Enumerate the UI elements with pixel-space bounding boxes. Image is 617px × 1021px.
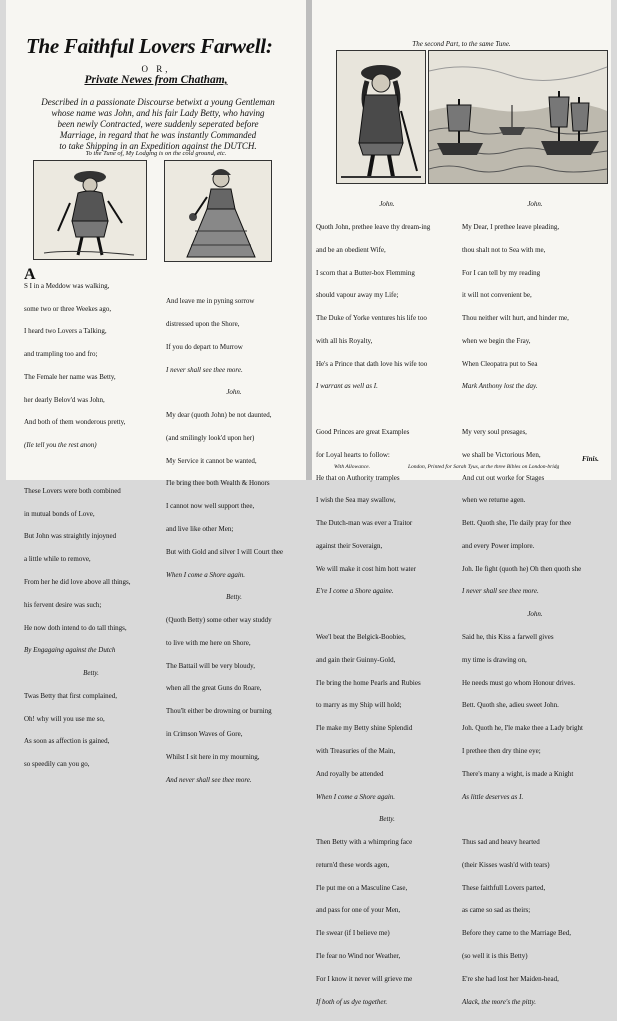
right-column-2: John. My Dear, I prethee leave pleading, thou shalt not to Sea with me, For I can tell by my reading it will not convenient be, Thou neither wilt hurt, and hinder me, when we begin the Fray, When Cleopatra put to Sea Mark Anthony lost the day. My very soul presages, we shall be Victorious Men, And cut out worke for Stages when we returne agen. Bett. Quoth she, I'le daily pray for thee and every Power implore. Joh. Ile fight (quoth he) Oh then quoth she I never shall see thee more. John. Said he, this Kiss a farwell gives my time is drawing on, He needs must go whom Honour drives. Bett. Quoth she, adieu sweet John. Joh. Quoth he, I'le make thee a Lady bright I prethee then dry thine eye; There's many a wight, is made a Knight As little deserves as I. Thus sad and heavy hearted (their Kisses wash'd with tears) These faithfull Lovers parted, as came so sad as theirs; Before they came to the Marriage Bed, (so well it is this Betty) E're she had lost her Maiden-head, Alack, the more's the pitty. bbox=[462, 200, 584, 1006]
ballad-description: Described in a passionate Discourse betwixt a young Gentleman whose name was John, and his fair Lady Betty, who having been newly Contracted, were suddenly seperated before Marriage, in regard that he was instantly Commanded to take Shipping in an Expedition against the DUTCH. bbox=[41, 97, 275, 151]
left-column-1: A S I in a Meddow was walking, some two or three Weekes ago, I heard two Lovers a Talking, and trampling too and fro; The Female her name was Betty, her dearly Belov'd was John, And both of them wonderous pretty, (Ile tell you the rest anon) These Lovers were both combined in mutual bonds of Love, But John was straightly injoyned a little while to remove, From her he did love above all things, his fervent desire was such; He now doth intend to do tall things, By Engagaing against the Dutch Betty. Twas Betty that first complained, Oh! why will you use me so, As soon as affection is gained, so speedily can you go, bbox=[24, 265, 131, 769]
second-part-heading: The second Part, to the same Tune. bbox=[412, 40, 511, 48]
left-column-2: And leave me in pyning sorrow distressed upon the Shore, If you do depart to Murrow I never shall see thee more. John. My dear (quoth John) be not daunted, (and smilingly look'd upon her) My Service it cannot be wanted, I'le bring thee both Wealth & Honors I cannot now well support thee, and live like other Men; But with Gold and silver I will Court thee When I come a Shore again. Betty. (Quoth Betty) some other way studdy to live with me here on Shore, The Battail will be very bloudy, when all the great Guns do Roare, Thou'lt either be drowning or burning in Crimson Waves of Gore, Whilst I sit here in my mourning, And never shall see thee more. bbox=[166, 297, 284, 784]
tune-line: To the Tune of, My Lodging is on the cold ground, etc. bbox=[85, 150, 227, 157]
ballad-subtitle: Private Newes from Chatham, bbox=[84, 74, 228, 86]
finis-mark: Finis. bbox=[582, 455, 599, 463]
woodcut-lady bbox=[164, 160, 272, 262]
woodcut-gentleman bbox=[33, 160, 147, 260]
right-column-1: John. Quoth John, prethee leave thy dream-ing and be an obedient Wife, I scorn that a Butter-box Flemming should vapour away my Life; The Duke of Yorke ventures his life too with all his Royalty, He's a Prince that dath love his wife too I warrant as well as I. Good Princes are great Examples for Loyal hearts to follow: He that on Authority tramples I wish the Sea may swallow, The Dutch-man was ever a Traitor against their Soveraign, We will make it cost him hott water E're I come a Shore againe. Wee'l beat the Belgick-Boobies, and gain their Guinny-Gold, I'le bring the home Pearls and Rubies to marry as my Ship will hold; I'le make my Betty shine Splendid with Treasuries of the Main, And royally be attended When I come a Shore again. Betty. Then Betty with a whimpring face return'd these words agen, I'le put me on a Masculine Case, and pass for one of your Men, I'le swear (if I believe me) I'le fear no Wind nor Weather, For I know it never will grieve me If both of us dye together. bbox=[316, 200, 431, 1006]
ballad-title: The Faithful Lovers Farwell: bbox=[26, 34, 273, 58]
printer-imprint: London, Printed for Sarah Tyus, at the three Bibles on London-bridg bbox=[408, 464, 560, 470]
or-line: O R, bbox=[141, 64, 171, 74]
woodcut-sea-battle bbox=[428, 50, 608, 184]
allowance-line: With Allowance. bbox=[334, 464, 370, 470]
left-page bbox=[6, 0, 306, 784]
drop-cap-a: A bbox=[24, 265, 36, 283]
woodcut-soldier bbox=[336, 50, 426, 184]
right-page bbox=[312, 0, 611, 1006]
